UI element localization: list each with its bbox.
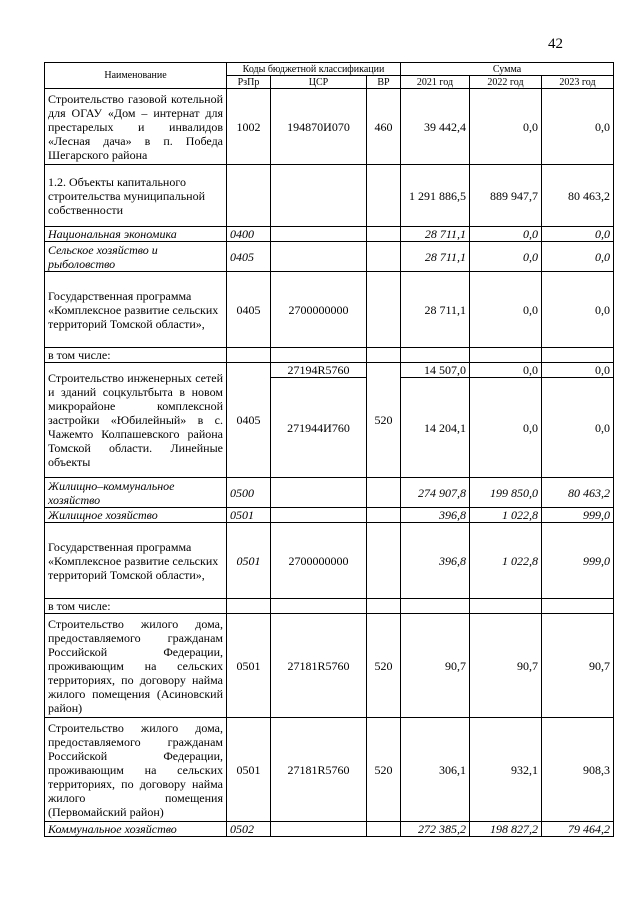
- row-name: Строительство жилого дома, предоставляемого гражданам Российской Федерации, проживающим на сельских территориях, по договору найма жилого помещения (Первомайский район): [45, 718, 227, 822]
- row-2021: 14 204,1: [401, 378, 470, 478]
- row-2022: 1 022,8: [470, 508, 542, 523]
- row-name: Строительство газовой котельной для ОГАУ «Дом – интернат для престарелых и инвалидов «Лесная дача» в п. Победа Шегарского района: [45, 89, 227, 165]
- row-2021: 28 711,1: [401, 272, 470, 348]
- row-2023: 80 463,2: [542, 478, 614, 508]
- row-2022: 889 947,7: [470, 165, 542, 227]
- row-2021: 272 385,2: [401, 822, 470, 837]
- table-row: [45, 718, 614, 822]
- row-2022: 198 827,2: [470, 822, 542, 837]
- row-csr: 2700000000: [271, 272, 367, 348]
- header-csr: ЦСР: [271, 76, 367, 89]
- row-2021: 396,8: [401, 508, 470, 523]
- row-2022: 0,0: [470, 378, 542, 478]
- header-codes: Коды бюджетной классификации: [227, 63, 401, 76]
- table-row: [45, 508, 614, 523]
- row-name: в том числе:: [45, 348, 227, 363]
- row-rzpr: 0501: [227, 718, 271, 822]
- row-rzpr: 0400: [227, 227, 271, 242]
- header-2022: 2022 год: [470, 76, 542, 89]
- row-2022: 0,0: [470, 89, 542, 165]
- row-rzpr: 0405: [227, 272, 271, 348]
- row-name: Жилищное хозяйство: [45, 508, 227, 523]
- row-2021: 28 711,1: [401, 242, 470, 272]
- row-2023: 0,0: [542, 89, 614, 165]
- row-name: Коммунальное хозяйство: [45, 822, 227, 837]
- row-name: Государственная программа «Комплексное развитие сельских территорий Томской области»,: [45, 272, 227, 348]
- row-2023: 0,0: [542, 272, 614, 348]
- row-rzpr: 0501: [227, 614, 271, 718]
- row-name: Строительство инженерных сетей и зданий соцкультбыта в новом микрорайоне комплексной застройки «Юбилейный» в с. Чажемто Колпашевского района Томской области. Линейные объекты: [45, 363, 227, 478]
- budget-table: [44, 62, 614, 837]
- row-csr: 27194R5760: [271, 363, 367, 378]
- row-name: Национальная экономика: [45, 227, 227, 242]
- row-2023: 90,7: [542, 614, 614, 718]
- table-row: [45, 348, 614, 363]
- row-vr: 520: [367, 718, 401, 822]
- row-2022: 0,0: [470, 227, 542, 242]
- row-rzpr: 0501: [227, 508, 271, 523]
- row-2021: 306,1: [401, 718, 470, 822]
- table-row: [45, 599, 614, 614]
- table-row: [45, 272, 614, 348]
- table-row: [45, 363, 614, 378]
- row-rzpr: 0405: [227, 363, 271, 478]
- table-row: [45, 242, 614, 272]
- header-name: Наименование: [45, 63, 227, 89]
- page-number: 42: [548, 36, 563, 52]
- row-2021: 28 711,1: [401, 227, 470, 242]
- row-2022: 90,7: [470, 614, 542, 718]
- row-rzpr: 0500: [227, 478, 271, 508]
- row-2023: 0,0: [542, 378, 614, 478]
- row-rzpr: 0405: [227, 242, 271, 272]
- header-sum: Сумма: [401, 63, 614, 76]
- row-name: Жилищно–коммунальное хозяйство: [45, 478, 227, 508]
- row-2021: 90,7: [401, 614, 470, 718]
- row-2023: 0,0: [542, 242, 614, 272]
- row-2023: 999,0: [542, 508, 614, 523]
- row-name: в том числе:: [45, 599, 227, 614]
- row-2023: 79 464,2: [542, 822, 614, 837]
- row-2023: 0,0: [542, 363, 614, 378]
- table-row: [45, 478, 614, 508]
- table-row: [45, 822, 614, 837]
- table-row: [45, 614, 614, 718]
- row-2021: 1 291 886,5: [401, 165, 470, 227]
- row-2023: 908,3: [542, 718, 614, 822]
- row-2021: 39 442,4: [401, 89, 470, 165]
- row-2023: 0,0: [542, 227, 614, 242]
- row-2022: 0,0: [470, 242, 542, 272]
- row-2021: 396,8: [401, 523, 470, 599]
- row-2021: 274 907,8: [401, 478, 470, 508]
- row-csr: 2700000000: [271, 523, 367, 599]
- table-row: [45, 89, 614, 165]
- row-csr: 27181R5760: [271, 718, 367, 822]
- table-row: [45, 165, 614, 227]
- row-rzpr: 0502: [227, 822, 271, 837]
- row-csr: 27181R5760: [271, 614, 367, 718]
- table-row: [45, 523, 614, 599]
- row-2022: 0,0: [470, 272, 542, 348]
- row-2022: 199 850,0: [470, 478, 542, 508]
- header-vr: ВР: [367, 76, 401, 89]
- row-2022: 1 022,8: [470, 523, 542, 599]
- header-2023: 2023 год: [542, 76, 614, 89]
- row-vr: 460: [367, 89, 401, 165]
- row-name: Государственная программа «Комплексное развитие сельских территорий Томской области»,: [45, 523, 227, 599]
- row-vr: 520: [367, 363, 401, 478]
- row-2023: 80 463,2: [542, 165, 614, 227]
- row-csr: 194870И070: [271, 89, 367, 165]
- row-csr: 271944И760: [271, 378, 367, 478]
- row-rzpr: 1002: [227, 89, 271, 165]
- row-name: Сельское хозяйство и рыболовство: [45, 242, 227, 272]
- row-rzpr: 0501: [227, 523, 271, 599]
- row-name: 1.2. Объекты капитального строительства муниципальной собственности: [45, 165, 227, 227]
- row-2022: 932,1: [470, 718, 542, 822]
- row-name: Строительство жилого дома, предоставляемого гражданам Российской Федерации, проживающим на сельских территориях, по договору найма жилого помещения (Асиновский район): [45, 614, 227, 718]
- row-2023: 999,0: [542, 523, 614, 599]
- header-rzpr: РзПр: [227, 76, 271, 89]
- header-2021: 2021 год: [401, 76, 470, 89]
- row-2022: 0,0: [470, 363, 542, 378]
- row-2021: 14 507,0: [401, 363, 470, 378]
- table-row: [45, 227, 614, 242]
- row-vr: 520: [367, 614, 401, 718]
